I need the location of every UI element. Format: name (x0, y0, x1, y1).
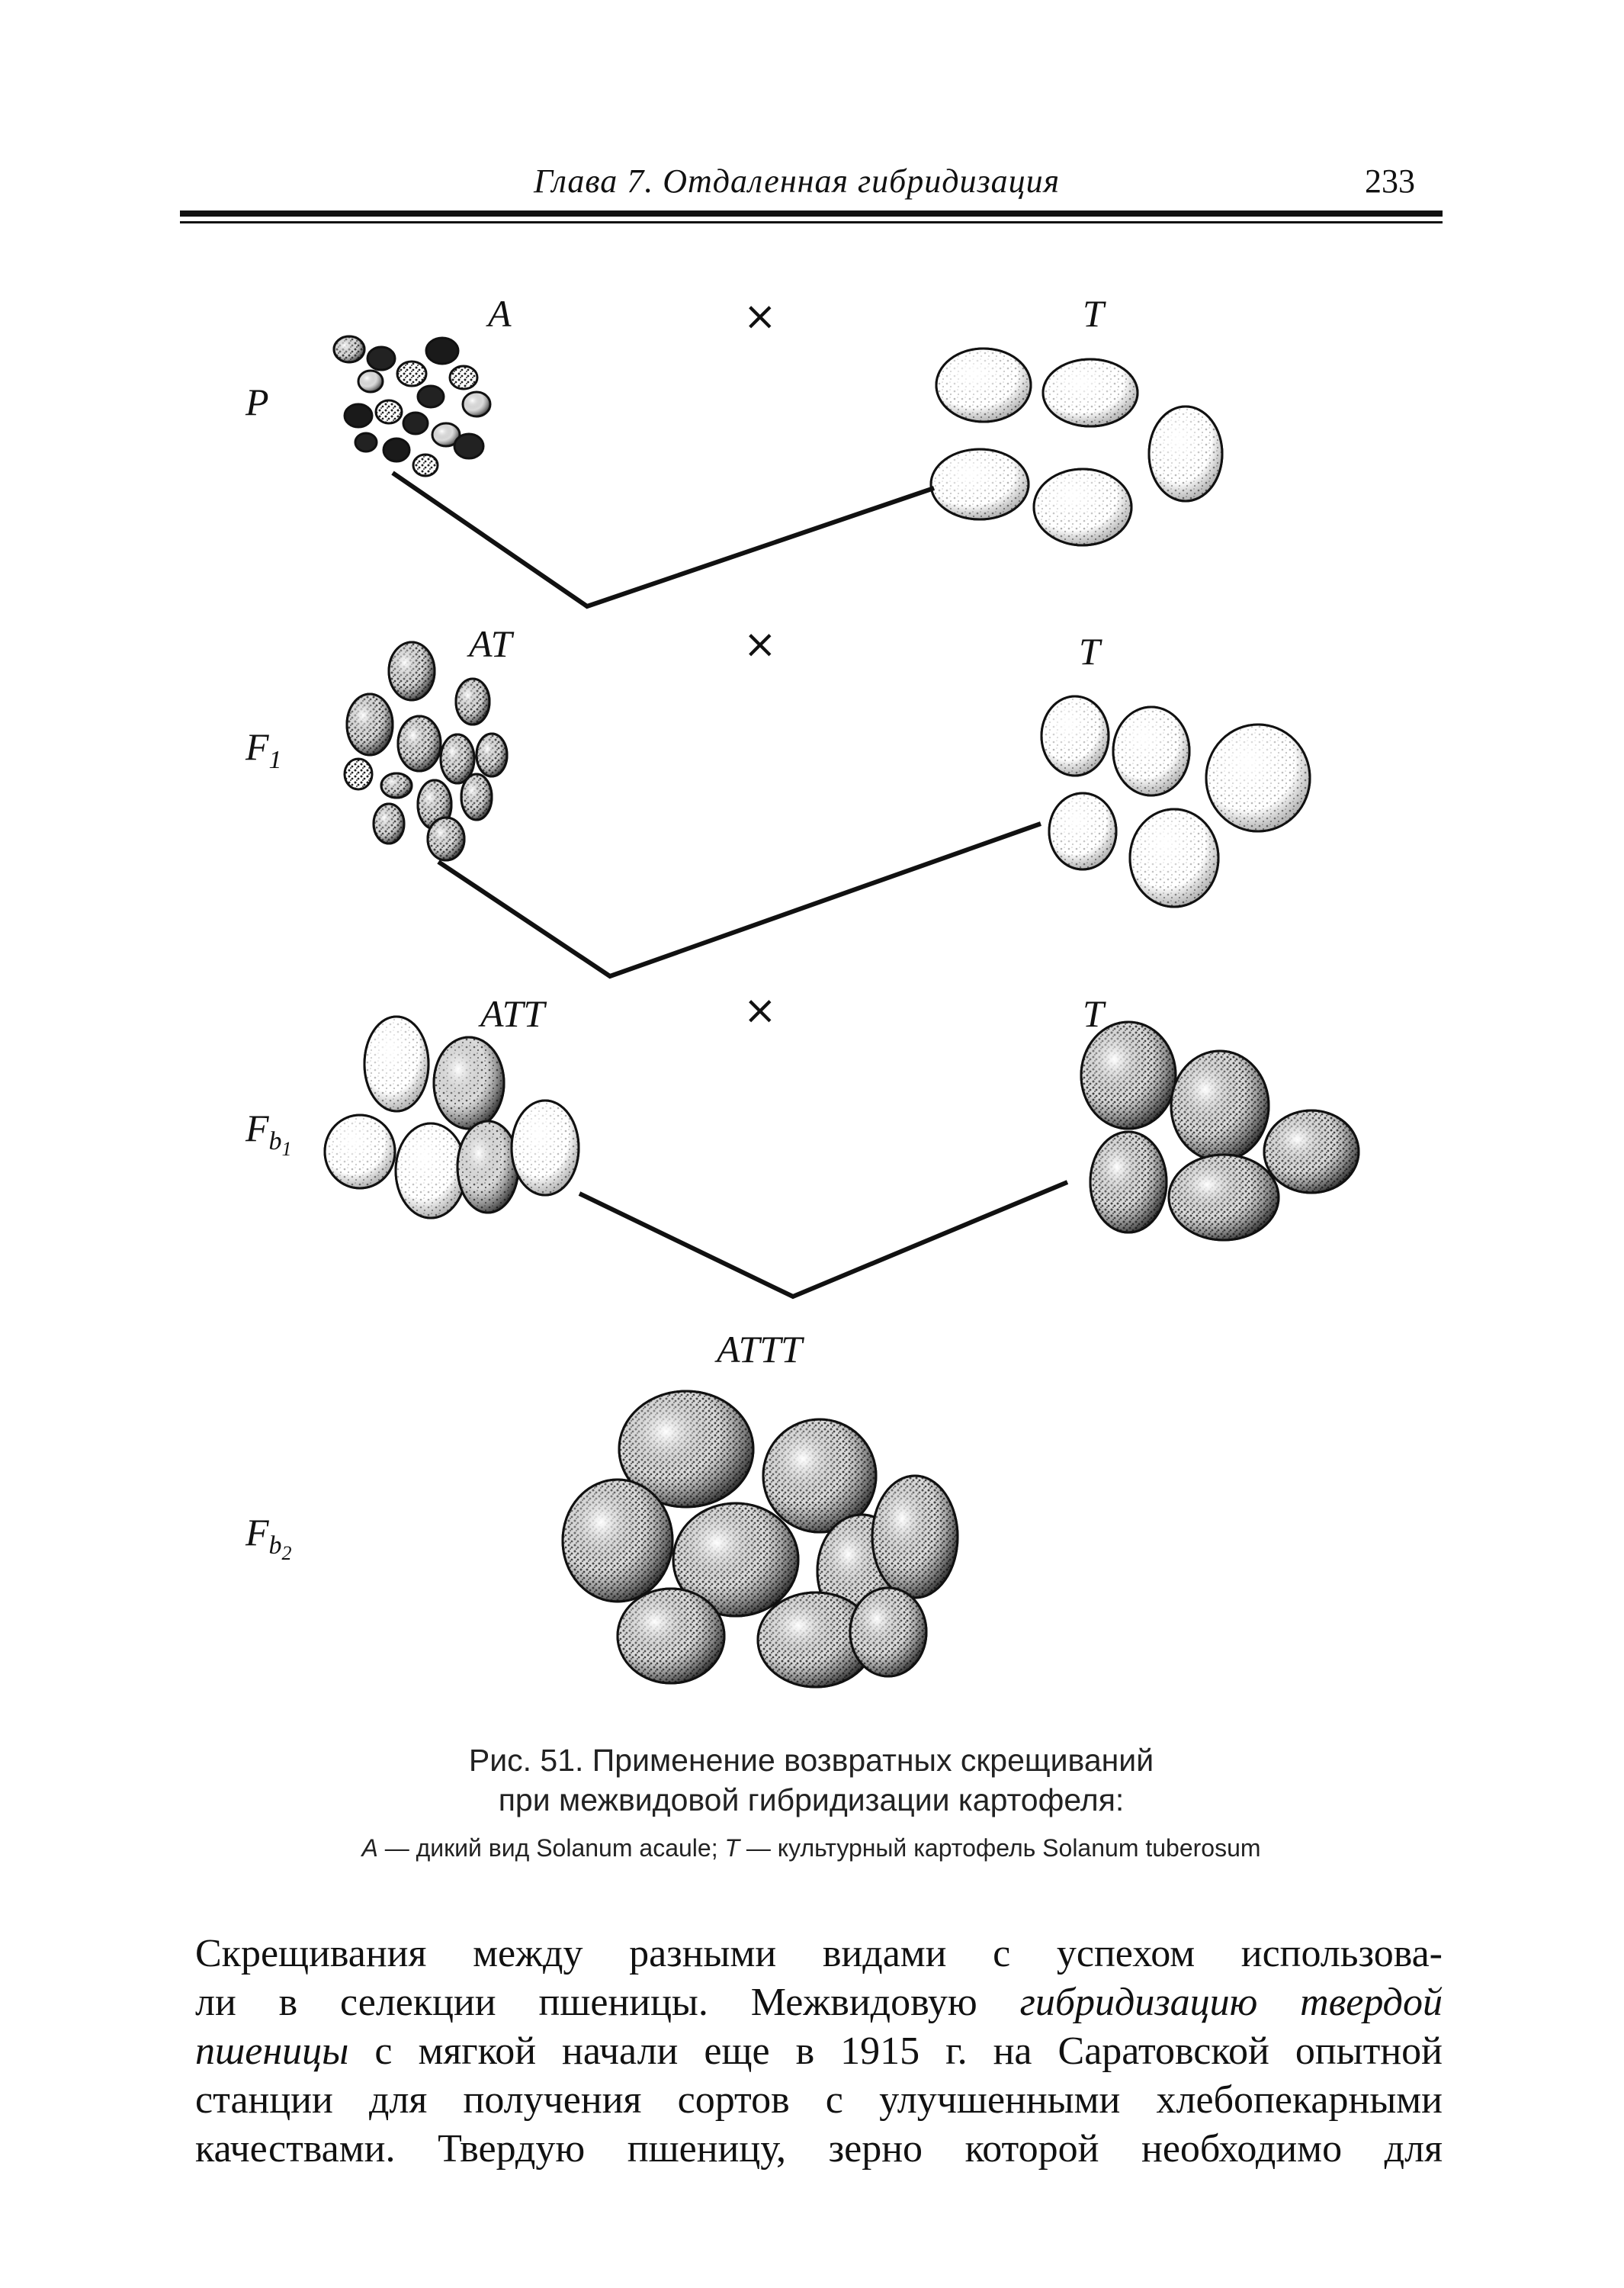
legend-a-text: — дикий вид Solanum acaule; (377, 1834, 725, 1862)
running-header-title: Глава 7. Отдаленная гибридизация (534, 162, 1061, 200)
row-f1-cross-line (438, 824, 1041, 976)
caption-legend (180, 1830, 1443, 1865)
legend-t-text: — культурный картофель Solanum tuberosum (740, 1834, 1261, 1862)
caption-line-1: Рис. 51. Применение возвратных скрещиваний (468, 1743, 1154, 1778)
genotype-label-at: AT (469, 622, 512, 665)
row-fb1-right-tubers (1081, 1022, 1359, 1240)
row-p-left-tubers (334, 336, 490, 476)
caption-line-2: при межвидовой гибридизации картофеля: (498, 1782, 1125, 1817)
genotype-label-t-row1: T (1083, 292, 1104, 335)
row-f1-right-tubers (1041, 696, 1310, 907)
genotype-label-t-row2: T (1079, 630, 1100, 673)
genotype-label-a: A (488, 292, 512, 335)
genotype-label-att: ATT (480, 992, 545, 1035)
body-paragraph (195, 1930, 1443, 2174)
page-number: 233 (1365, 162, 1415, 200)
gen-label-p: P (246, 381, 269, 423)
legend-a-label: A (361, 1834, 378, 1862)
figure-caption (180, 1740, 1443, 1865)
body-line-2: ли в селекции пшеницы. Межвидовую гибридизацию твердой (195, 1981, 1443, 2024)
gen-label-f1: $F_1$ (246, 725, 282, 774)
row-p-cross-line (393, 473, 934, 606)
legend-t-label: T (724, 1834, 740, 1862)
row-p-right-tubers (931, 349, 1222, 545)
cross-sign-row3: × (743, 988, 777, 1033)
genotype-label-attt: ATTT (717, 1328, 803, 1371)
row-f1-left-tubers (345, 642, 507, 860)
body-line-3: пшеницы с мягкой начали еще в 1915 г. на Саратовской опытной (195, 2029, 1443, 2073)
genotype-label-t-row3: T (1083, 992, 1104, 1035)
body-line-4: станции для получения сортов с улучшенными хлебопекарными (195, 2078, 1443, 2122)
row-fb1-left-tubers (325, 1017, 579, 1218)
gen-label-fb2: $F_{b_2}$ (246, 1511, 292, 1564)
body-line-5: качествами. Твердую пшеницу, зерно которой необходимо для (195, 2127, 1443, 2171)
body-line-1: Скрещивания между разными видами с успехом использова- (195, 1932, 1443, 1975)
gen-label-fb1: $F_{b_1}$ (246, 1107, 292, 1160)
row-fb2-tubers (563, 1391, 958, 1687)
cross-sign-row1: × (743, 294, 777, 339)
cross-sign-row2: × (743, 622, 777, 667)
row-fb1-cross-line (579, 1182, 1067, 1297)
